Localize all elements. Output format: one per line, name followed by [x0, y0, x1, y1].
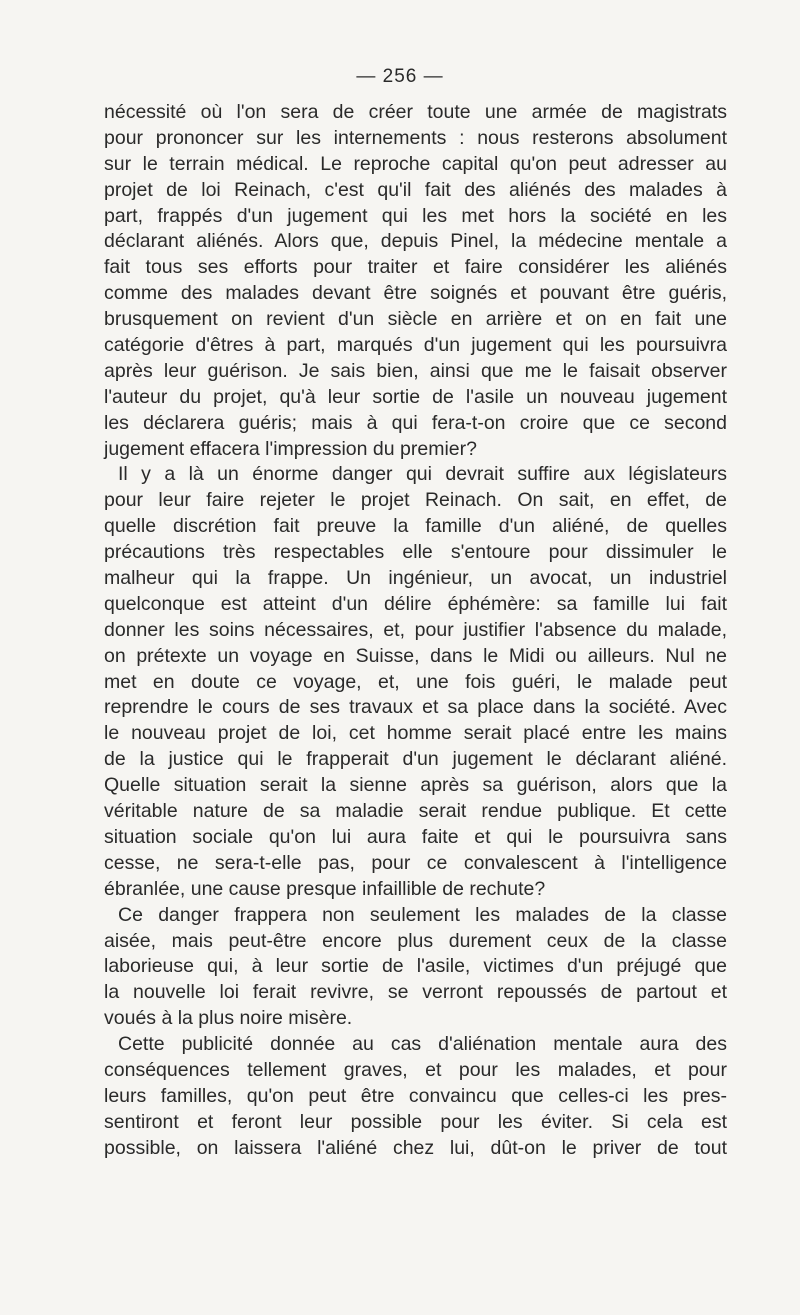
- text-line: donner les soins nécessaires, et, pour justifier l'absence du malade,: [104, 618, 727, 641]
- text-line: part, frappés d'un jugement qui les met hors la société en les: [104, 204, 727, 227]
- text-line: on prétexte un voyage en Suisse, dans le Midi ou ailleurs. Nul ne: [104, 644, 727, 667]
- text-line: possible, on laissera l'aliéné chez lui, dût-on le priver de tout: [104, 1136, 727, 1159]
- text-line: brusquement on revient d'un siècle en arrière et on en fait une: [104, 308, 727, 331]
- text-line: après leur guérison. Je sais bien, ainsi que me le faisait observer: [104, 359, 727, 382]
- text-line: leurs familles, qu'on peut être convaincu que celles-ci les pres-: [104, 1084, 727, 1107]
- text-line: déclarant aliénés. Alors que, depuis Pinel, la médecine mentale a: [104, 230, 727, 253]
- text-line: quelconque est atteint d'un délire éphémère: sa famille lui fait: [104, 592, 727, 615]
- text-line: l'auteur du projet, qu'à leur sortie de l'asile un nouveau jugement: [104, 385, 727, 408]
- text-line: Il y a là un énorme danger qui devrait suffire aux législateurs: [118, 463, 727, 486]
- body-text: [104, 100, 727, 1162]
- text-line: catégorie d'êtres à part, marqués d'un jugement qui les poursuivra: [104, 334, 727, 357]
- text-line: quelle discrétion fait preuve la famille d'un aliéné, de quelles: [104, 515, 727, 538]
- text-line: reprendre le cours de ses travaux et sa place dans la société. Avec: [104, 696, 727, 719]
- text-line: fait tous ses efforts pour traiter et faire considérer les aliénés: [104, 256, 727, 279]
- text-line: ébranlée, une cause presque infaillible de rechute?: [104, 877, 546, 900]
- text-line: Quelle situation serait la sienne après sa guérison, alors que la: [104, 774, 727, 797]
- text-line: projet de loi Reinach, c'est qu'il fait des aliénés des malades à: [104, 178, 727, 201]
- text-line: Ce danger frappera non seulement les malades de la classe: [118, 903, 727, 926]
- text-line: laborieuse qui, à leur sortie de l'asile, victimes d'un préjugé que: [104, 955, 727, 978]
- text-line: le nouveau projet de loi, cet homme serait placé entre les mains: [104, 722, 727, 745]
- text-line: situation sociale qu'on lui aura faite et qui le poursuivra sans: [104, 825, 727, 848]
- text-line: pour leur faire rejeter le projet Reinach. On sait, en effet, de: [104, 489, 727, 512]
- page-number: — 256 —: [356, 66, 444, 87]
- text-line: la nouvelle loi ferait revivre, se verront repoussés de partout et: [104, 981, 727, 1004]
- text-line: précautions très respectables elle s'entoure pour dissimuler le: [104, 541, 727, 564]
- text-line: aisée, mais peut-être encore plus durement ceux de la classe: [104, 929, 727, 952]
- text-line: cesse, ne sera-t-elle pas, pour ce convalescent à l'intelligence: [104, 851, 727, 874]
- text-line: les déclarera guéris; mais à qui fera-t-on croire que ce second: [104, 411, 727, 434]
- text-line: pour prononcer sur les internements : nous resterons absolument: [104, 126, 727, 149]
- text-line: voués à la plus noire misère.: [104, 1007, 353, 1030]
- text-line: met en doute ce voyage, et, une fois guéri, le malade peut: [104, 670, 727, 693]
- text-line: sentiront et feront leur possible pour les éviter. Si cela est: [104, 1110, 727, 1133]
- text-line: comme des malades devant être soignés et pouvant être guéris,: [104, 282, 727, 305]
- text-line: nécessité où l'on sera de créer toute une armée de magistrats: [104, 101, 727, 123]
- text-line: Cette publicité donnée au cas d'aliénation mentale aura des: [118, 1033, 727, 1056]
- text-line: véritable nature de sa maladie serait rendue publique. Et cette: [104, 800, 727, 823]
- text-line: de la justice qui le frapperait d'un jugement le déclarant aliéné.: [104, 748, 727, 771]
- text-line: sur le terrain médical. Le reproche capital qu'on peut adresser au: [104, 152, 727, 175]
- text-line: conséquences tellement graves, et pour les malades, et pour: [104, 1058, 727, 1081]
- text-line: jugement effacera l'impression du premier?: [104, 437, 477, 460]
- text-line: malheur qui la frappe. Un ingénieur, un avocat, un industriel: [104, 567, 727, 590]
